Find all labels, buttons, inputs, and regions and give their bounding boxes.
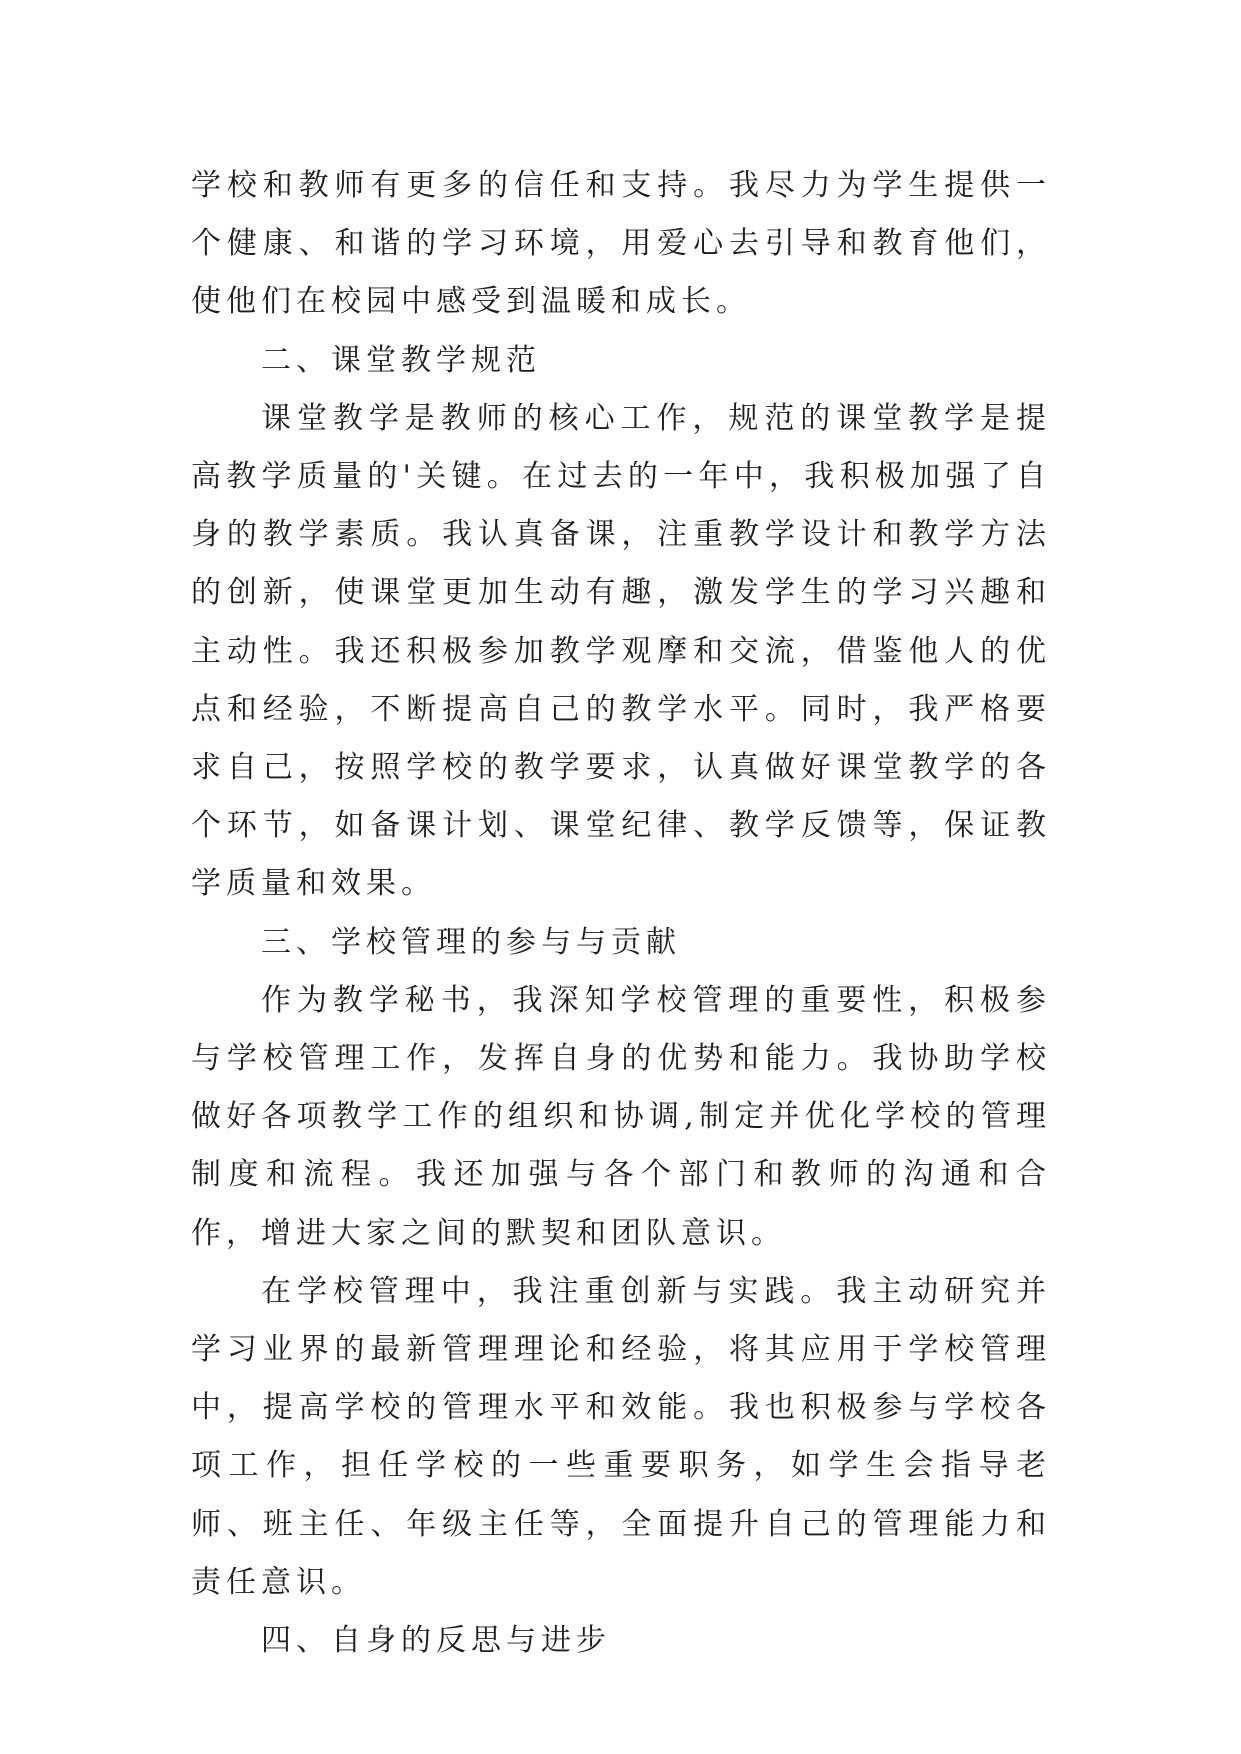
section-heading-classroom-teaching: 二、课堂教学规范 [261,342,541,378]
section-heading-self-reflection: 四、自身的反思与进步 [261,1623,611,1659]
paragraph-management-innovation: 在学校管理中，我注重创新与实践。我主动研究并学习业界的最新管理理论和经验，将其应用于学校管理中，提高学校的管理水平和效能。我也积极参与学校各项工作，担任学校的一些重要职务，如学生会指导老师、班主任、年级主任等，全面提升自己的管理能力和责任意识。 [191,1273,1051,1600]
paragraph-classroom-teaching: 课堂教学是教师的核心工作，规范的课堂教学是提高教学质量的'关键。在过去的一年中，我积极加强了自身的教学素质。我认真备课，注重教学设计和教学方法的创新，使课堂更加生动有趣，激发学生的学习兴趣和主动性。我还积极参加教学观摩和交流，借鉴他人的优点和经验，不断提高自己的教学水平。同时，我严格要求自己，按照学校的教学要求，认真做好课堂教学的各个环节，如备课计划、课堂纪律、教学反馈等，保证教学质量和效果。 [191,400,1051,902]
paragraph-continued: 学校和教师有更多的信任和支持。我尽力为学生提供一个健康、和谐的学习环境，用爱心去引导和教育他们，使他们在校园中感受到温暖和成长。 [191,168,1051,320]
paragraph-management-participation: 作为教学秘书，我深知学校管理的重要性，积极参与学校管理工作，发挥自身的优势和能力。我协助学校做好各项教学工作的组织和协调,制定并优化学校的管理制度和流程。我还加强与各个部门和教师的沟通和合作，增进大家之间的默契和团队意识。 [191,982,1051,1251]
document-body [191,157,1051,1670]
section-heading-school-management: 三、学校管理的参与与贡献 [261,924,681,960]
